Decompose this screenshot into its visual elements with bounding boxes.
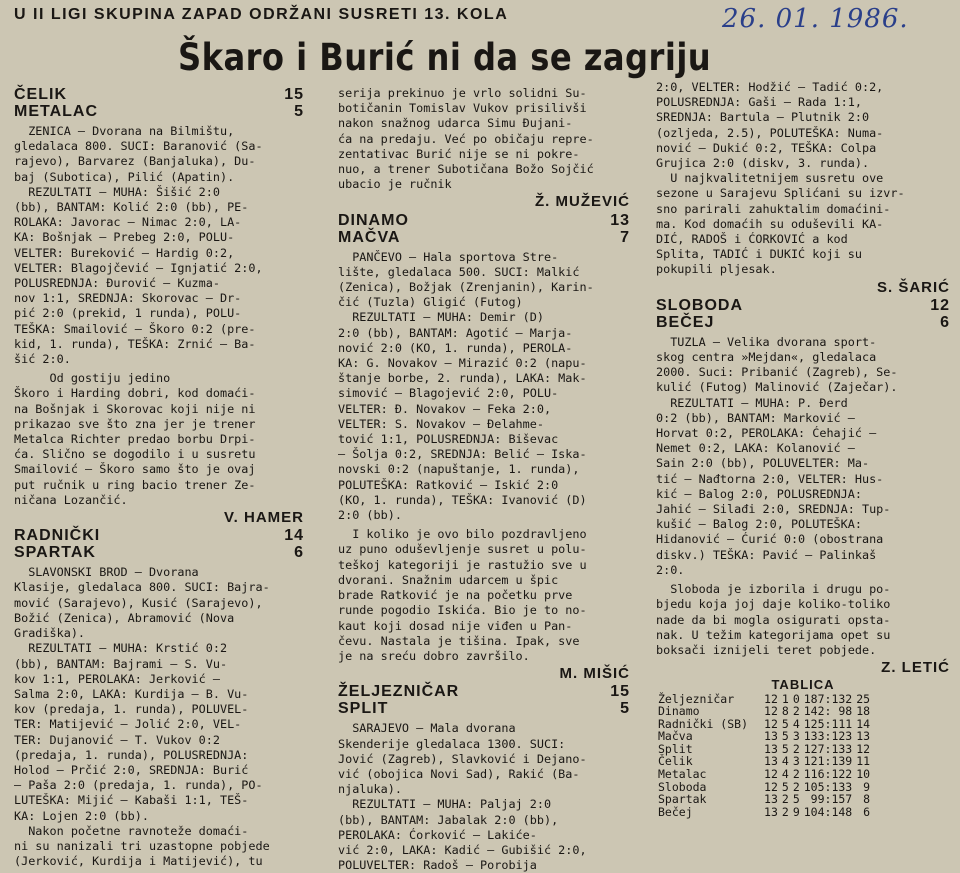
team-cell: Sloboda [658, 779, 707, 794]
standings-table [656, 693, 872, 819]
text-line: 2:0. [656, 562, 685, 577]
stat-cell: 187:132 [803, 691, 853, 706]
text-line: DIĆ, RADOŠ i ĆORKOVIĆ a kod [656, 232, 848, 247]
text-line: šić 2:0. [14, 352, 71, 367]
text-line: VELTER: Đ. Novakov — Feka 2:0, [338, 401, 552, 416]
team-cell: Dinamo [658, 704, 700, 719]
text-line: (KO, 1. runda), TEŠKA: Ivanović (D) [338, 492, 587, 507]
match-report [14, 565, 304, 869]
text-line: TER: Dujanović — T. Vukov 0:2 [14, 732, 220, 747]
team-cell: Metalac [658, 767, 707, 782]
stat-cell: 5 [781, 729, 789, 744]
text-line: teškoj kategoriji je rastužio sve u [338, 557, 587, 572]
match-comment [656, 582, 950, 658]
text-line: Splita, TADIĆ i DUKIĆ koji su [656, 247, 862, 262]
stat-cell: 9 [792, 804, 800, 819]
stat-cell: 13 [764, 792, 778, 807]
stat-cell: 5 [781, 716, 789, 731]
text-line: je na sreću dobro završilo. [338, 648, 530, 663]
column-1 [14, 86, 304, 869]
text-line: ROLAKA: Javorac — Nimac 2:0, LA- [14, 215, 242, 230]
text-line: Hidanović — Ćurić 0:0 (obostrana [656, 532, 884, 547]
handwritten-date: 26. 01. 1986. [722, 4, 909, 34]
stat-cell: 8 [863, 792, 871, 807]
text-line: LUTEŠKA: Mijić — Kabaši 1:1, TEŠ- [14, 793, 249, 808]
text-line: Nemet 0:2, LAKA: Kolanović — [656, 441, 855, 456]
text-line: Božić (Zenica), Abramović (Nova [14, 610, 235, 625]
text-line: runde pogodio Iskića. Bio je to no- [338, 603, 587, 618]
stat-cell: 25 [856, 691, 871, 706]
text-line: nakon snažnog udarca Simu Đujani- [338, 116, 573, 131]
text-line: tić — Nađtorna 2:0, VELTER: Hus- [656, 471, 884, 486]
author-byline: M. MIŠIĆ [559, 665, 630, 683]
stat-cell: 2 [792, 779, 800, 794]
text-line: nuo, a trener Subotičana Božo Sojčić [338, 162, 594, 177]
text-line: — Šolja 0:2, SREDNJA: Belić — Iska- [338, 447, 587, 462]
text-line: I koliko je ovo bilo pozdravljeno [338, 527, 587, 542]
text-line: REZULTATI — MUHA: P. Đerd [656, 395, 848, 410]
stat-cell: 4 [781, 767, 789, 782]
stat-cell: 133:123 [803, 729, 853, 744]
stat-cell: 5 [781, 779, 789, 794]
text-line: TUZLA — Velika dvorana sport- [656, 334, 877, 349]
text-line: (predaja, 1. runda), POLUSREDNJA: [14, 747, 249, 762]
continued-text [656, 80, 950, 278]
stat-cell: 104:148 [803, 804, 853, 819]
text-line: (Zenica), Božjak (Zrenjanin), Karin- [338, 280, 594, 295]
text-line: pokupili pljesak. [656, 262, 777, 277]
text-line: nak. U težim kategorijama opet su [656, 627, 891, 642]
match-away-team: METALAC 5 [14, 103, 304, 120]
team-cell: Željezničar [658, 691, 735, 706]
stat-cell: 125:111 [803, 716, 853, 731]
text-line: SREDNJA: Bartula — Plutnik 2:0 [656, 110, 870, 125]
text-line: kušić — Balog 2:0, POLUTEŠKA: [656, 517, 862, 532]
stat-cell: 2 [792, 741, 800, 756]
match-home-team: RADNIČKI 14 [14, 527, 304, 545]
table-row [656, 806, 872, 819]
text-line: brade Ratković je na početku prve [338, 588, 573, 603]
stat-cell: 2 [781, 804, 789, 819]
stat-cell: 5 [792, 792, 800, 807]
text-line: nade da bi mogla osigurati opsta- [656, 612, 891, 627]
text-line: VELTER: S. Novakov — Đelahme- [338, 416, 544, 431]
text-line: POLUSREDNJA: Gaši — Rada 1:1, [656, 95, 862, 110]
text-line: SLAVONSKI BROD — Dvorana [14, 565, 199, 580]
team-cell: Split [658, 741, 693, 756]
text-line: Salma 2:0, LAKA: Kurdija — B. Vu- [14, 686, 249, 701]
text-line: POLUSREDNJA: Đurović — Kuzma- [14, 276, 220, 291]
text-line: PEROLAKA: Ćorković — Lakiće- [338, 827, 537, 842]
stat-cell: 12 [764, 704, 778, 719]
text-line: (bb), BANTAM: Bajrami — S. Vu- [14, 656, 228, 671]
text-line: Metalca Richter predao borbu Drpi- [14, 432, 256, 447]
text-line: REZULTATI — MUHA: Šišić 2:0 [14, 184, 220, 199]
text-line: botičanin Tomislav Vukov prisilivši [338, 101, 587, 116]
text-line: čevu. Nastala je tišina. Ipak, sve [338, 633, 580, 648]
text-line: TEŠKA: Smailović — Škoro 0:2 (pre- [14, 321, 256, 336]
stat-cell: 14 [856, 716, 871, 731]
match-home-team: ŽELJEZNIČAR 15 [338, 683, 630, 701]
text-line: prikazao sve što zna jer je trener [14, 416, 256, 431]
table-row [656, 768, 872, 781]
text-line: VELTER: Bureković — Hardig 0:2, [14, 245, 235, 260]
text-line: kid, 1. runda), TEŠKA: Zrnić — Ba- [14, 336, 256, 351]
text-line: Škoro i Harding dobri, kod domaći- [14, 386, 256, 401]
text-line: baj (Subotica), Pilić (Apatin). [14, 169, 235, 184]
text-line: lište, gledalaca 500. SUCI: Malkić [338, 264, 580, 279]
text-line: 2:0 (bb), BANTAM: Agotić — Marja- [338, 325, 573, 340]
text-line: 2:0, VELTER: Hodžić — Tadić 0:2, [656, 80, 884, 94]
text-line: štanje borbe, 2. runda), LAKA: Mak- [338, 371, 587, 386]
text-line: REZULTATI — MUHA: Krstić 0:2 [14, 641, 228, 656]
text-line: boksači iznijeli teret pobjede. [656, 642, 877, 657]
text-line: (Jerković, Kurdija i Matijević), tu [14, 854, 263, 869]
stat-cell: 0 [792, 691, 800, 706]
match-away-team: MAČVA 7 [338, 228, 630, 246]
text-line: ća na predaju. Već po običaju repre- [338, 131, 594, 146]
text-line: (bb), BANTAM: Jabalak 2:0 (bb), [338, 812, 559, 827]
text-line: U najkvalitetnijem susretu ove [656, 171, 884, 186]
text-line: simović — Blagojević 2:0, POLU- [338, 386, 559, 401]
text-line: kov (predaja, 1. runda), POLUVEL- [14, 702, 249, 717]
text-line: Smailović — Škoro samo što je ovaj [14, 462, 256, 477]
text-line: ničana Lozančić. [14, 492, 128, 507]
text-line: POLUTEŠKA: Ratković — Iskić 2:0 [338, 477, 559, 492]
text-line: Klasije, gledalaca 800. SUCI: Bajra- [14, 580, 270, 595]
text-line: sno parirali zahuktalim domaćini- [656, 201, 891, 216]
text-line: diskv.) TEŠKA: Pavić — Palinkaš [656, 547, 877, 562]
text-line: PANČEVO — Hala sportova Stre- [338, 249, 559, 264]
stat-cell: 8 [781, 704, 789, 719]
text-line: pić 2:0 (prekid, 1 runda), POLU- [14, 306, 242, 321]
text-line: put ručnik u ring bacio trener Ze- [14, 477, 256, 492]
continued-text [338, 86, 630, 192]
text-line: mović (Sarajevo), Kusić (Sarajevo), [14, 595, 263, 610]
stat-cell: 5 [781, 741, 789, 756]
text-line: (bb), BANTAM: Kolić 2:0 (bb), PE- [14, 200, 249, 215]
text-line: kaut koji dosad nije viđen u Pan- [338, 618, 573, 633]
stat-cell: 3 [792, 754, 800, 769]
stat-cell: 142: 98 [803, 704, 853, 719]
stat-cell: 116:122 [803, 767, 853, 782]
text-line: vić 2:0, LAKA: Kadić — Gubišić 2:0, [338, 842, 587, 857]
stat-cell: 13 [764, 754, 778, 769]
text-line: serija prekinuo je vrlo solidni Su- [338, 86, 587, 100]
stat-cell: 2 [792, 767, 800, 782]
text-line: ni su nanizali tri uzastopne pobjede [14, 838, 270, 853]
text-line: Nakon početne ravnoteže domaći- [14, 823, 249, 838]
stat-cell: 105:133 [803, 779, 853, 794]
stat-cell: 13 [764, 729, 778, 744]
stat-cell: 12 [764, 691, 778, 706]
text-line: SARAJEVO — Mala dvorana [338, 721, 516, 736]
author-byline: Z. LETIĆ [881, 659, 950, 677]
text-line: Od gostiju jedino [14, 371, 171, 386]
text-line: Gradiška). [14, 626, 86, 641]
team-cell: Čelik [658, 754, 693, 769]
stat-cell: 12 [856, 741, 871, 756]
match-comment [338, 527, 630, 664]
stat-cell: 12 [764, 779, 778, 794]
stat-cell: 12 [764, 716, 778, 731]
match-away-team: SPLIT 5 [338, 700, 630, 718]
text-line: uz puno oduševljenje susret u polu- [338, 542, 587, 557]
match-report [338, 250, 630, 524]
text-line: tović 1:1, POLUSREDNJA: Biševac [338, 432, 559, 447]
text-line: ća. Slično se dogodilo i u susretu [14, 447, 256, 462]
text-line: (ozljeda, 2.5), POLUTEŠKA: Numa- [656, 125, 884, 140]
text-line: Horvat 0:2, PEROLAKA: Ćehajić — [656, 426, 877, 441]
text-line: nović 2:0 (KO, 1. runda), PEROLA- [338, 340, 573, 355]
stat-cell: 13 [856, 729, 871, 744]
match-home-team: SLOBODA 12 [656, 296, 950, 314]
text-line: nović — Dukić 0:2, TEŠKA: Colpa [656, 140, 877, 155]
author-byline: V. HAMER [224, 509, 304, 527]
match-home-team: DINAMO 13 [338, 211, 630, 229]
text-line: zentativac Burić nije se ni pokre- [338, 146, 580, 161]
standings-title: TABLICA [771, 677, 835, 693]
stat-cell: 18 [856, 704, 871, 719]
stat-cell: 4 [781, 754, 789, 769]
match-away-team: SPARTAK 6 [14, 544, 304, 562]
text-line: Grujica 2:0 (diskv, 3. runda). [656, 156, 870, 171]
stat-cell: 2 [781, 792, 789, 807]
team-cell: Spartak [658, 792, 707, 807]
text-line: njaluka). [338, 782, 402, 797]
text-line: ma. Kod domaćih su oduševili KA- [656, 216, 884, 231]
match-away-team: BEČEJ 6 [656, 313, 950, 331]
match-report [338, 721, 630, 873]
text-line: 2000. Suci: Pribanić (Zagreb), Se- [656, 365, 898, 380]
text-line: Jović (Zagreb), Slavković i Dejano- [338, 751, 587, 766]
text-line: ZENICA — Dvorana na Bilmištu, [14, 124, 235, 138]
text-line: KA: Bošnjak — Prebeg 2:0, POLU- [14, 230, 235, 245]
text-line: sezone u Sarajevu Splićani su izvr- [656, 186, 905, 201]
team-cell: Bečej [658, 804, 693, 819]
stat-cell: 12 [764, 767, 778, 782]
stat-cell: 13 [764, 804, 778, 819]
text-line: Sain 2:0 (bb), POLUVELTER: Ma- [656, 456, 870, 471]
text-line: — Paša 2:0 (predaja, 1. runda), PO- [14, 778, 263, 793]
stat-cell: 121:139 [803, 754, 853, 769]
table-row [656, 705, 872, 718]
stat-cell: 3 [792, 729, 800, 744]
stat-cell: 127:133 [803, 741, 853, 756]
author-byline: Ž. MUŽEVIĆ [535, 193, 630, 211]
headline: Škaro i Burić ni da se zagriju [178, 36, 712, 79]
text-line: nov 1:1, SREDNJA: Skorovac — Dr- [14, 291, 242, 306]
text-line: Sloboda je izborila i drugu po- [656, 582, 891, 597]
text-line: TER: Matijević — Jolić 2:0, VEL- [14, 717, 242, 732]
text-line: REZULTATI — MUHA: Paljaj 2:0 [338, 797, 552, 812]
stat-cell: 99:157 [810, 792, 853, 807]
table-row [656, 730, 872, 743]
text-line: skog centra »Mejdan«, gledalaca [656, 350, 877, 365]
stat-cell: 9 [863, 779, 871, 794]
stat-cell: 6 [863, 804, 871, 819]
match-report [14, 124, 304, 367]
author-byline: S. ŠARIĆ [876, 278, 950, 296]
text-line: kulić (Futog) Malinović (Zaječar). [656, 380, 898, 395]
text-line: gledalaca 800. SUCI: Baranović (Sa- [14, 139, 263, 154]
match-home-team: ČELIK 15 [14, 86, 304, 103]
text-line: vić (obojica Novi Sad), Rakić (Ba- [338, 766, 580, 781]
text-line: kić — Balog 2:0, POLUSREDNJA: [656, 486, 862, 501]
text-line: Jahić — Silađi 2:0, SREDNJA: Tup- [656, 502, 891, 517]
text-line: Holod — Prčić 2:0, SREDNJA: Burić [14, 762, 249, 777]
text-line: Skenderije gledalaca 1300. SUCI: [338, 736, 566, 751]
text-line: REZULTATI — MUHA: Demir (D) [338, 310, 544, 325]
text-line: na Bošnjak i Skorovac koji nije ni [14, 401, 256, 416]
match-comment [14, 371, 304, 508]
stat-cell: 2 [792, 704, 800, 719]
text-line: čić (Tuzla) Gligić (Futog) [338, 295, 523, 310]
text-line: VELTER: Blagojčević — Ignjatić 2:0, [14, 260, 263, 275]
stat-cell: 10 [856, 767, 871, 782]
text-line: 0:2 (bb), BANTAM: Marković — [656, 410, 855, 425]
match-report [656, 335, 950, 578]
table-row [656, 793, 872, 806]
column-3 [656, 80, 950, 818]
kicker: U II LIGI SKUPINA ZAPAD ODRŽANI SUSRETI 13. KOLA [14, 6, 509, 23]
text-line: bjedu koja joj daje koliko-toliko [656, 597, 891, 612]
text-line: novski 0:2 (napuštanje, 1. runda), [338, 462, 580, 477]
text-line: KA: Lojen 2:0 (bb). [14, 808, 149, 823]
stat-cell: 11 [856, 754, 871, 769]
stat-cell: 13 [764, 741, 778, 756]
text-line: dvorani. Snažnim udarcem u špic [338, 572, 559, 587]
stat-cell: 1 [781, 691, 789, 706]
text-line: ubacio je ručnik [338, 177, 452, 192]
text-line: POLUVELTER: Radoš — Porobija [338, 858, 537, 873]
team-cell: Mačva [658, 729, 693, 744]
stat-cell: 4 [792, 716, 800, 731]
column-2 [338, 86, 630, 873]
text-line: KA: G. Novakov — Mirazić 0:2 (napu- [338, 356, 587, 371]
team-cell: Radnički (SB) [658, 716, 749, 731]
text-line: rajevo), Barvarez (Banjaluka), Du- [14, 154, 256, 169]
text-line: kov 1:1, PEROLAKA: Jerković — [14, 671, 220, 686]
text-line: 2:0 (bb). [338, 508, 402, 523]
